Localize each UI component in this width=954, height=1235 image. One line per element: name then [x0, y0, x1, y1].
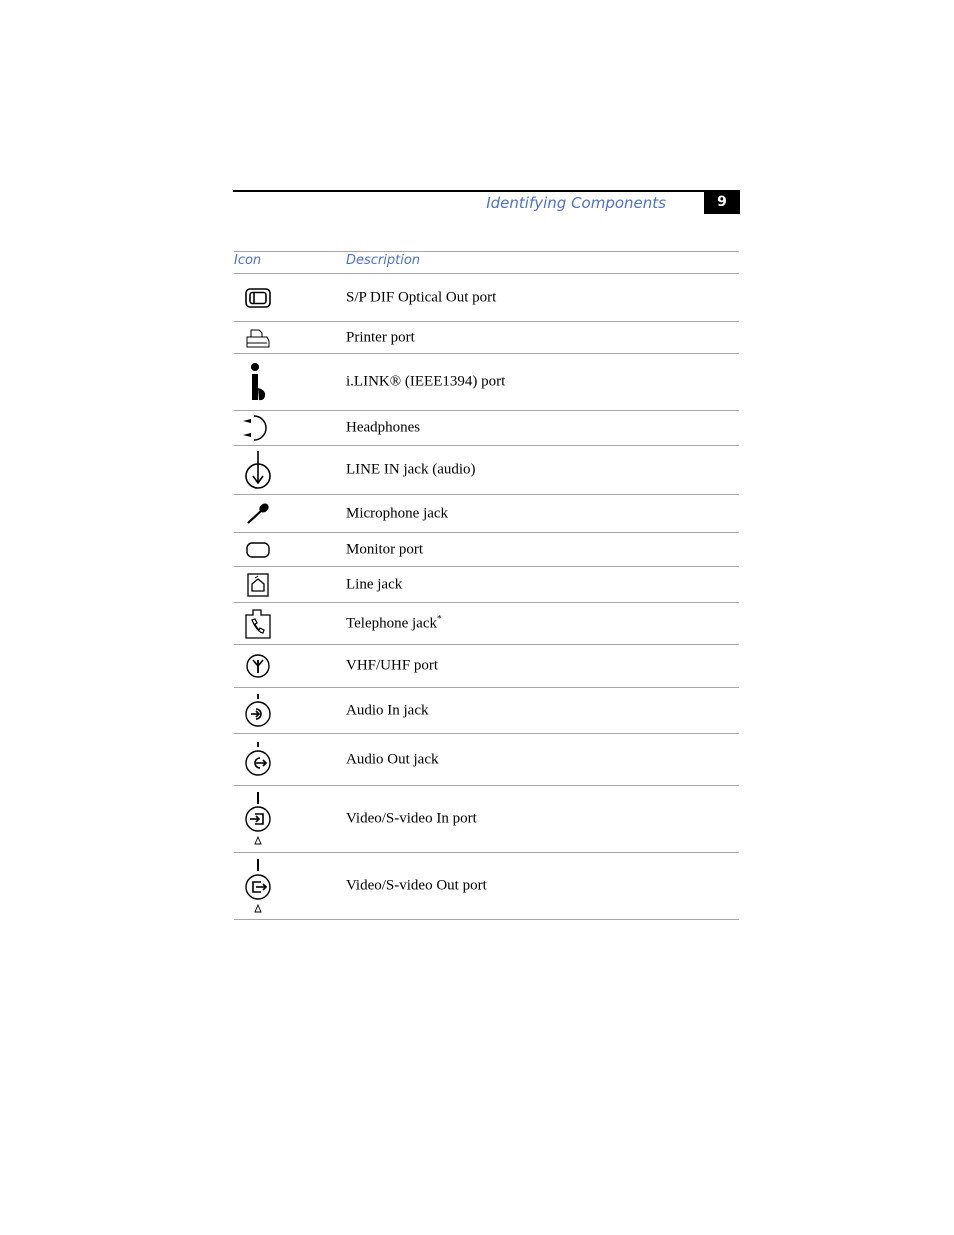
section-title: Identifying Components — [486, 194, 666, 212]
table-row — [234, 495, 739, 533]
line-jack-icon — [238, 572, 278, 598]
table-row — [234, 603, 739, 645]
antenna-icon — [238, 652, 278, 680]
column-header-description: Description — [346, 253, 421, 268]
header-rule — [233, 190, 704, 192]
row-label: Headphones — [346, 419, 421, 436]
audio-in-icon — [238, 693, 278, 729]
row-label: Monitor port — [346, 541, 424, 557]
line-in-icon — [238, 450, 278, 490]
microphone-icon — [238, 502, 278, 526]
row-label: Microphone jack — [346, 505, 449, 521]
table-row — [234, 786, 739, 853]
table-row — [234, 446, 739, 495]
table-row — [234, 645, 739, 688]
row-label: Audio Out jack — [346, 751, 439, 767]
ilink-icon — [238, 362, 278, 402]
headphones-icon — [238, 413, 278, 443]
table-row — [234, 354, 739, 411]
monitor-icon — [238, 540, 278, 560]
table-row — [234, 853, 739, 920]
row-label: Audio In jack — [346, 702, 429, 718]
row-label-text: Telephone jack — [346, 615, 437, 631]
icon-table — [234, 251, 739, 920]
telephone-icon — [238, 608, 278, 640]
table-row — [234, 322, 739, 354]
row-label: LINE IN jack (audio) — [346, 461, 476, 478]
table-row — [234, 533, 739, 567]
footnote-marker: * — [437, 613, 442, 623]
table-row — [234, 274, 739, 322]
page-number: 9 — [704, 190, 740, 214]
video-in-icon — [238, 790, 278, 848]
column-header-icon: Icon — [234, 253, 262, 268]
table-row — [234, 567, 739, 603]
row-label: Video/S-video In port — [346, 810, 477, 827]
table-row — [234, 734, 739, 786]
row-label — [346, 615, 442, 632]
table-header — [234, 252, 739, 274]
audio-out-icon — [238, 741, 278, 779]
printer-icon — [238, 327, 278, 349]
row-label: Line jack — [346, 576, 403, 592]
row-label: Video/S-video Out port — [346, 877, 487, 894]
optical-out-icon — [238, 287, 278, 309]
video-out-icon — [238, 857, 278, 915]
row-label: Printer port — [346, 329, 415, 345]
row-label: VHF/UHF port — [346, 657, 439, 674]
row-label: S/P DIF Optical Out port — [346, 289, 497, 305]
row-label: i.LINK® (IEEE1394) port — [346, 373, 506, 390]
table-row — [234, 411, 739, 446]
table-row — [234, 688, 739, 734]
